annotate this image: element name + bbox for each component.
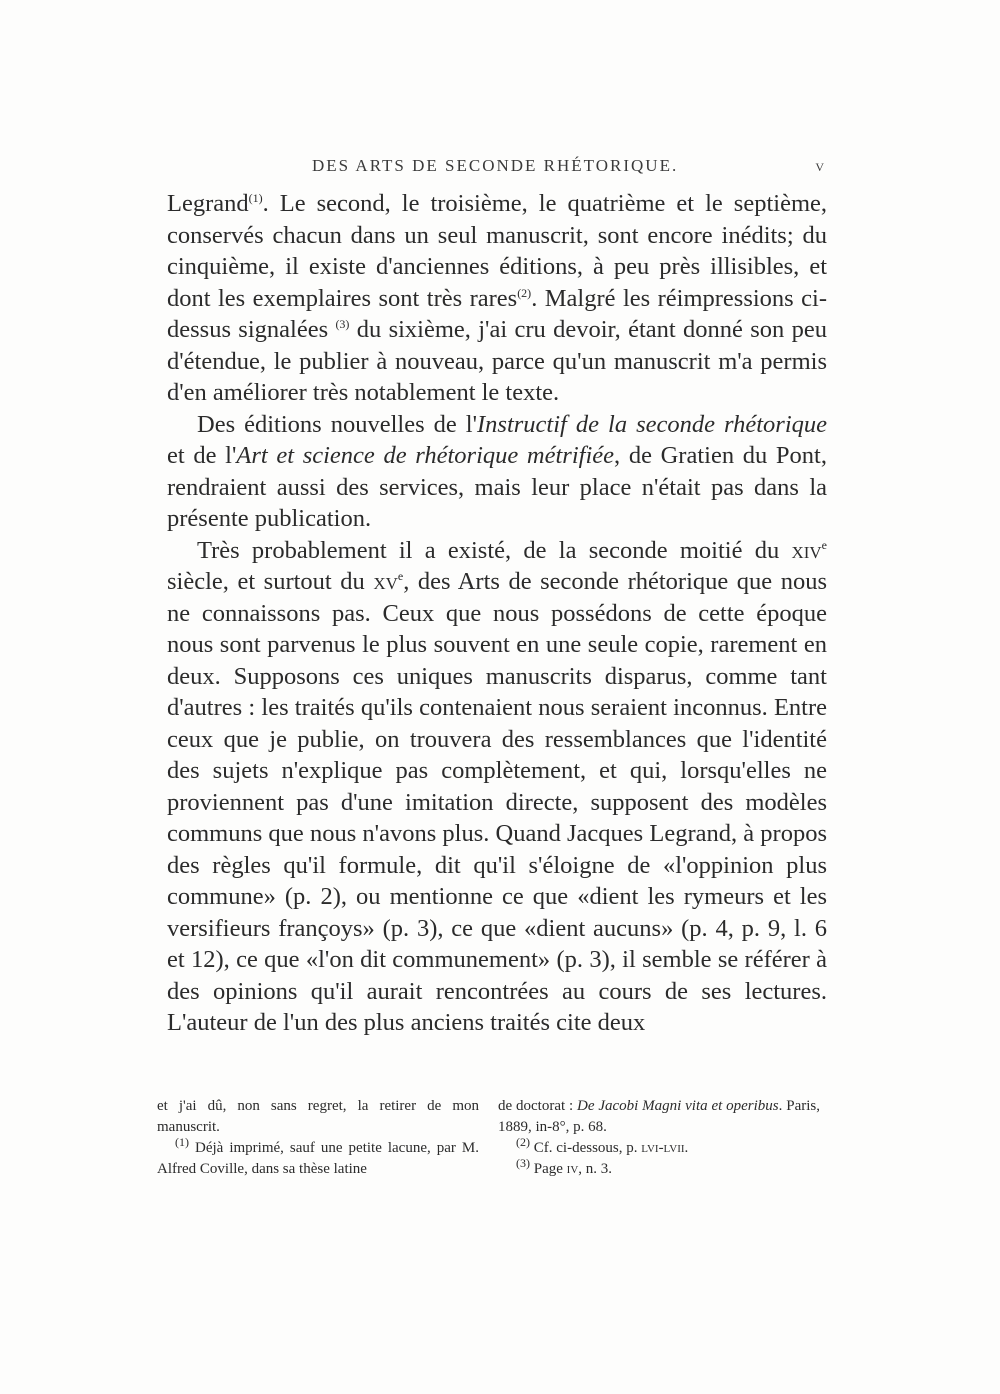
- work-title: Instructif de la seconde rhétorique: [477, 410, 827, 438]
- footnote-ref-1: (1): [248, 190, 263, 205]
- century-numeral: xv: [373, 568, 398, 595]
- footnote-text: Déjà imprimé, sauf une petite lacune, par M. Alfred Coville, dans sa thèse latine: [157, 1140, 479, 1177]
- text-span: . Le second, le troisième, le quatrième et le septième, conservés chacun dans un seul manuscrit, sont encore inédits; du cinquième, il existe d'anciennes éditions, à peu près illisibles, et dont les exemplaires sont très rares: [167, 190, 827, 312]
- text-span: , des Arts de seconde rhétorique que nous ne connaissons pas. Ceux que nous possédons de cette époque nous sont parvenus le plus souvent en une seule copie, rarement en deux. Supposons ces uniques manuscrits disparus, comme tant d'autres : les traités qu'ils contenaient nous seraient inconnus. Entre ceux que je publie, on trouvera des ressemblances que l'identité des sujets n'explique pas complètement, et qui, lorsqu'elles ne proviennent pas d'une imitation directe, supposent des modèles communs que nous n'avons plus. Quand Jacques Legrand, à propos des règles qu'il formule, dit qu'il s'éloigne de «l'oppinion plus commune» (p. 2), ou mentionne ce que «dient les rymeurs et les versifieurs françoys» (p. 3), ce que «dient aucuns» (p. 4, p. 9, l. 6 et 12), ce que «l'on dit communement» (p. 3), il semble se référer à des opinions qu'il aurait rencontrées au cours de ses lectures. L'auteur de l'un des plus anciens traités cite deux: [167, 568, 827, 1036]
- text-span: , de Gratien du Pont, rendraient aussi des services, mais leur place n'était pas dans la présente publication.: [167, 442, 827, 532]
- paragraph-3: [167, 535, 827, 1039]
- footnote-ref-3: (3): [335, 316, 350, 331]
- main-text: [167, 188, 827, 1039]
- footnote-text: Page: [530, 1161, 567, 1177]
- paragraph-2: [167, 409, 827, 535]
- superscript: e: [397, 568, 404, 583]
- footnote-mark: (3): [516, 1156, 530, 1170]
- paragraph-1: [167, 188, 827, 409]
- footnote-text: de doctorat :: [498, 1098, 577, 1114]
- page-range: lvi-lvii: [641, 1140, 685, 1156]
- text-span: Très probablement il a existé, de la seconde moitié du: [197, 536, 792, 564]
- footnote-text: .: [684, 1140, 689, 1156]
- footnote-1-continued: [498, 1096, 820, 1138]
- text-span: et de l': [167, 442, 237, 469]
- running-title: DES ARTS DE SECONDE RHÉTORIQUE.: [312, 156, 679, 175]
- footnote-3: [498, 1156, 820, 1180]
- page-ref: iv: [566, 1161, 579, 1177]
- footnote-2: [498, 1135, 820, 1159]
- footnote-text: , n. 3.: [578, 1161, 613, 1177]
- footnotes-right-column: [498, 1096, 820, 1180]
- footnote-mark: (2): [516, 1135, 530, 1149]
- footnote-text: Cf. ci-dessous, p.: [530, 1140, 642, 1156]
- text-span: siècle, et surtout du: [167, 568, 374, 595]
- footnote-mark: (1): [175, 1135, 189, 1149]
- footnote-continuation: et j'ai dû, non sans regret, la retirer de mon manuscrit.: [157, 1098, 479, 1135]
- footnote-1: [157, 1135, 479, 1180]
- work-title: De Jacobi Magni vita et operibus: [577, 1098, 779, 1114]
- text-span: Legrand: [167, 190, 249, 217]
- text-span: du sixième, j'ai cru devoir, étant donné son peu d'étendue, le publier à nouveau, parce qu'un manuscrit m'a permis d'en améliorer très notablement le texte.: [167, 316, 827, 406]
- work-title: Art et science de rhétorique métrifiée: [236, 442, 615, 469]
- century-numeral: xiv: [791, 536, 822, 564]
- footnotes-left-column: [157, 1096, 479, 1180]
- running-header: [0, 156, 1000, 182]
- footnote-text: . Paris, 1889, in-8°, p. 68.: [498, 1098, 820, 1135]
- page-number: v: [815, 156, 826, 175]
- footnote-ref-2: (2): [517, 285, 532, 300]
- text-span: . Malgré les réimpressions ci-dessus signalées: [167, 284, 827, 343]
- superscript: e: [821, 537, 827, 552]
- text-span: Des éditions nouvelles de l': [197, 410, 478, 438]
